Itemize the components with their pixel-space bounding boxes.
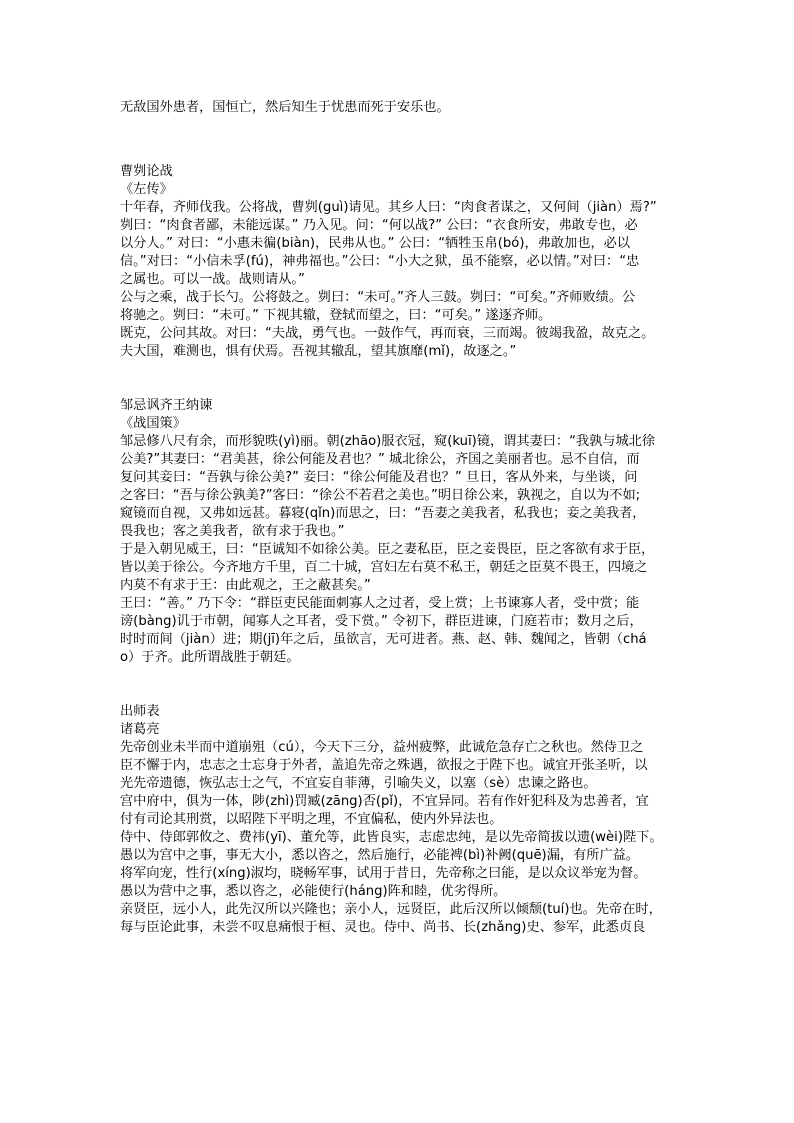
text-line: 窥镜而自视，又弗如远甚。暮寝(qǐn)而思之，曰：“吾妻之美我者，私我也；妾之美我者，: [120, 506, 646, 521]
text-line: 先帝创业未半而中道崩殂（cú），今天下三分，益州疲弊，此诚危急存亡之秋也。然侍卫之: [120, 740, 644, 755]
text-line: 付有司论其刑赏，以昭陛下平明之理，不宜偏私，使内外异法也。: [120, 812, 503, 827]
text-line: 刿曰：“肉食者鄙，未能远谋。” 乃入见。问：“何以战?” 公曰：“衣食所安，弗敢专也，必: [120, 218, 638, 233]
text-line: o）于齐。此所谓战胜于朝廷。: [120, 650, 300, 665]
section-author-chu-shi-biao: 诸葛亮: [120, 722, 160, 737]
text-line: 愚以为营中之事，悉以咨之，必能使行(háng)阵和睦，优劣得所。: [120, 884, 507, 899]
text-line: 既克，公问其故。对曰：“夫战，勇气也。一鼓作气，再而衰，三而竭。彼竭我盈，故克之。: [120, 326, 655, 341]
text-line: 光先帝遗德，恢弘志士之气，不宜妄自菲薄，引喻失义，以塞（sè）忠谏之路也。: [120, 776, 597, 791]
section-title-chu-shi-biao: 出师表: [120, 704, 160, 719]
text-line: 公美?”其妻曰：“君美甚，徐公何能及君也？” 城北徐公，齐国之美丽者也。忌不自信，而: [120, 452, 640, 467]
text-line: 公与之乘，战于长勺。公将鼓之。刿曰：“未可。”齐人三鼓。刿曰：“可矣。”齐师败绩。公: [120, 290, 636, 305]
text-line: 每与臣论此事，未尝不叹息痛恨于桓、灵也。侍中、尚书、长(zhǎng)史、参军，此悉贞良: [120, 920, 646, 935]
text-line: 内莫不有求于王：由此观之，王之蔽甚矣。”: [120, 578, 371, 593]
text-line: 宫中府中，俱为一体，陟(zhì)罚臧(zāng)否(pǐ)，不宜异同。若有作奸犯科及为忠善者，宜: [120, 794, 649, 809]
text-line: 臣不懈于内，忠志之士忘身于外者，盖追先帝之殊遇，欲报之于陛下也。诚宜开张圣听，以: [120, 758, 648, 773]
text-line: 邹忌修八尺有余，而形貌昳(yì)丽。朝(zhāo)服衣冠，窥(kuī)镜，谓其妻曰：“我孰与城北徐: [120, 434, 656, 449]
section-title-zou-ji: 邹忌讽齐王纳谏: [120, 398, 213, 413]
text-line: 皆以美于徐公。今齐地方千里，百二十城，宫妇左右莫不私王，朝廷之臣莫不畏王，四境之: [120, 560, 648, 575]
text-line: 王曰：“善。” 乃下令：“群臣吏民能面刺寡人之过者，受上赏；上书谏寡人者，受中赏；能: [120, 596, 640, 611]
section-title-cao-gui: 曹刿论战: [120, 164, 173, 179]
text-line: 十年春，齐师伐我。公将战，曹刿(guì)请见。其乡人曰：“肉食者谋之，又何间（jiàn）焉?”: [120, 200, 657, 215]
text-line: 将军向宠，性行(xíng)淑均，晓畅军事，试用于昔日，先帝称之曰能，是以众议举宠为督。: [120, 866, 647, 881]
text-line: 时时而间（jiàn）进；期(jī)年之后，虽欲言，无可进者。燕、赵、韩、魏闻之，皆朝（chá: [120, 632, 647, 647]
text-line: 夫大国，难测也，惧有伏焉。吾视其辙乱，望其旗靡(mǐ)，故逐之。”: [120, 344, 517, 359]
text-line: 谤(bàng)讥于市朝，闻寡人之耳者，受下赏。” 令初下，群臣进谏，门庭若市；数月之后，: [120, 614, 643, 629]
text-line: 侍中、侍郎郭攸之、费祎(yī)、董允等，此皆良实，志虑忠纯，是以先帝简拔以遗(wèi)陛下。: [120, 830, 663, 845]
text-line: 之客曰：“吾与徐公孰美?”客曰：“徐公不若君之美也。”明日徐公来，孰视之，自以为不如;: [120, 488, 641, 503]
section-source-zou-ji: 《战国策》: [120, 416, 186, 431]
text-line: 复问其妾曰：“吾孰与徐公美?” 妾曰：“徐公何能及君也？” 旦日，客从外来，与坐谈，问: [120, 470, 638, 485]
text-line: 畏我也；客之美我者，欲有求于我也。”: [120, 524, 345, 539]
text-line: 亲贤臣，远小人，此先汉所以兴隆也；亲小人，远贤臣，此后汉所以倾颓(tuí)也。先帝在时，: [120, 902, 662, 917]
text-line: 将驰之。刿曰：“未可。” 下视其辙，登轼而望之，曰：“可矣。” 遂逐齐师。: [120, 308, 552, 323]
text-line: 愚以为宫中之事，事无大小，悉以咨之，然后施行，必能裨(bì)补阙(quē)漏，有所广益。: [120, 848, 640, 863]
text-line: 信。”对曰：“小信未孚(fú)，神弗福也。”公曰：“小大之狱，虽不能察，必以情。”对曰：“忠: [120, 254, 640, 269]
text-line: 以分人。” 对曰：“小惠未徧(biàn)，民弗从也。” 公曰：“牺牲玉帛(bó)，弗敢加也，必以: [120, 236, 631, 251]
opening-line: 无敌国外患者，国恒亡，然后知生于忧患而死于安乐也。: [120, 100, 450, 115]
section-source-cao-gui: 《左传》: [120, 182, 173, 197]
text-line: 之属也。可以一战。战则请从。”: [120, 272, 305, 287]
text-line: 于是入朝见威王，曰：“臣诚知不如徐公美。臣之妻私臣，臣之妾畏臣，臣之客欲有求于臣，: [120, 542, 655, 557]
